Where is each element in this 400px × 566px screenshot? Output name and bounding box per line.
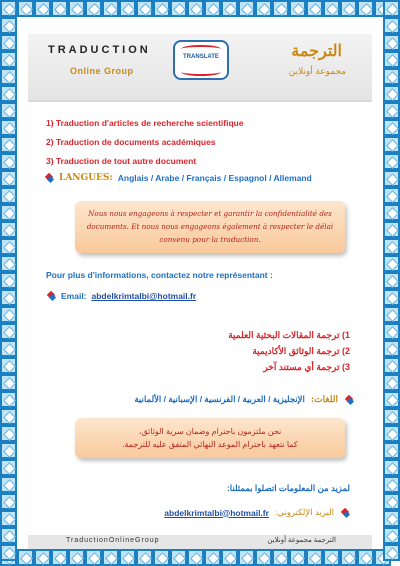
border-tile [0, 272, 17, 289]
border-tile [383, 272, 400, 289]
border-tile [383, 68, 400, 85]
border-tile [0, 17, 17, 34]
border-tile [383, 289, 400, 306]
border-right [383, 0, 400, 561]
border-tile [0, 289, 17, 306]
border-tile [383, 34, 400, 51]
border-tile [0, 476, 17, 493]
border-tile [0, 357, 17, 374]
footer-text-ar: الترجمة مجموعة أونلاين [267, 537, 336, 544]
border-tile [383, 0, 400, 17]
border-tile [0, 238, 17, 255]
border-tile [383, 238, 400, 255]
languages-line-ar [134, 394, 354, 405]
border-tile [383, 136, 400, 153]
border-tile [383, 510, 400, 527]
border-tile [0, 119, 17, 136]
border-tile [383, 255, 400, 272]
border-tile [51, 0, 68, 17]
border-tile [136, 0, 153, 17]
border-tile [383, 170, 400, 187]
border-tile [136, 549, 153, 566]
border-tile [383, 306, 400, 323]
border-tile [383, 527, 400, 544]
header-title-ar: الترجمة [291, 43, 342, 60]
border-tile [383, 425, 400, 442]
footer-bar [28, 535, 372, 549]
translate-logo-icon [173, 40, 229, 80]
border-tile [221, 549, 238, 566]
border-tile [383, 323, 400, 340]
border-tile [0, 204, 17, 221]
border-tile [153, 549, 170, 566]
border-tile [34, 0, 51, 17]
border-tile [153, 0, 170, 17]
border-tile [0, 425, 17, 442]
border-tile [204, 549, 221, 566]
border-tile [238, 0, 255, 17]
border-tile [383, 204, 400, 221]
border-tile [0, 85, 17, 102]
border-tile [383, 391, 400, 408]
border-tile [68, 549, 85, 566]
header-banner [28, 34, 372, 102]
border-tile [0, 153, 17, 170]
border-tile [0, 34, 17, 51]
border-tile [0, 391, 17, 408]
commitment-ar-line2: كما نتعهد باحترام الموعد النهائي المتفق عليه للترجمة. [122, 440, 298, 449]
service-item-fr: 1) Traduction d'articles de recherche scientifique [46, 118, 244, 128]
border-tile [0, 170, 17, 187]
border-tile [102, 549, 119, 566]
border-tile [17, 549, 34, 566]
border-tile [255, 0, 272, 17]
border-tile [0, 102, 17, 119]
border-tile [383, 17, 400, 34]
border-tile [221, 0, 238, 17]
border-tile [383, 459, 400, 476]
border-tile [0, 136, 17, 153]
border-tile [51, 549, 68, 566]
border-tile [34, 549, 51, 566]
border-tile [383, 153, 400, 170]
border-tile [0, 0, 17, 17]
border-tile [255, 549, 272, 566]
border-tile [170, 549, 187, 566]
border-tile [17, 0, 34, 17]
diamond-bullet-icon [44, 173, 54, 183]
border-tile [306, 0, 323, 17]
header-subtitle-fr: Online Group [70, 66, 134, 76]
service-item-fr: 3) Traduction de tout autre document [46, 156, 197, 166]
border-tile [306, 549, 323, 566]
border-tile [323, 549, 340, 566]
border-tile [383, 85, 400, 102]
border-top [0, 0, 391, 17]
border-tile [383, 544, 400, 561]
languages-list-ar: الإنجليزية / العربية / الفرنسية / الإسبانية / الألمانية [134, 394, 305, 404]
border-tile [0, 221, 17, 238]
languages-label-ar: اللغات: [310, 394, 338, 405]
border-tile [0, 187, 17, 204]
border-tile [383, 102, 400, 119]
border-tile [272, 0, 289, 17]
border-tile [0, 323, 17, 340]
diamond-bullet-icon [340, 508, 350, 518]
border-tile [340, 0, 357, 17]
border-tile [0, 408, 17, 425]
border-tile [85, 0, 102, 17]
border-tile [357, 549, 374, 566]
footer-text-fr: TraductionOnlineGroup [66, 537, 160, 544]
border-tile [357, 0, 374, 17]
commitment-ar-line1: نحن ملتزمون باحترام وضمان سرية الوثائق، [138, 427, 282, 436]
border-left [0, 0, 17, 561]
border-tile [0, 255, 17, 272]
contact-text-fr: Pour plus d'informations, contactez notre représentant : [46, 270, 273, 280]
border-tile [187, 549, 204, 566]
border-tile [119, 0, 136, 17]
email-label-fr: Email: [61, 291, 87, 301]
border-bottom [0, 549, 391, 566]
border-tile [0, 340, 17, 357]
commitment-box-ar [75, 418, 345, 458]
contact-text-ar: لمزيد من المعلومات اتصلوا بممثلنا: [226, 483, 350, 493]
border-tile [383, 357, 400, 374]
email-line-fr [46, 291, 196, 301]
border-tile [383, 119, 400, 136]
border-tile [119, 549, 136, 566]
border-tile [289, 0, 306, 17]
border-tile [187, 0, 204, 17]
logo-text: TRANSLATE [183, 54, 219, 60]
border-tile [0, 459, 17, 476]
service-item-ar: 3) ترجمة أي مستند آخر [263, 362, 350, 372]
languages-list-fr: Anglais / Arabe / Français / Espagnol / Allemand [117, 173, 312, 183]
border-tile [272, 549, 289, 566]
email-link-fr[interactable]: abdelkrimtalbi@hotmail.fr [91, 291, 197, 301]
service-item-fr: 2) Traduction de documents académiques [46, 137, 216, 147]
border-tile [0, 51, 17, 68]
border-tile [0, 510, 17, 527]
border-tile [383, 442, 400, 459]
diamond-bullet-icon [46, 291, 56, 301]
border-tile [85, 549, 102, 566]
border-tile [383, 374, 400, 391]
services-list-fr [46, 114, 244, 171]
border-tile [383, 340, 400, 357]
border-tile [289, 549, 306, 566]
services-list-ar [228, 327, 350, 375]
border-tile [383, 493, 400, 510]
border-tile [0, 306, 17, 323]
email-label-ar: البريد الإلكتروني: [274, 507, 334, 517]
border-tile [0, 544, 17, 561]
languages-line-fr [44, 173, 312, 183]
service-item-ar: 2) ترجمة الوثائق الأكاديمية [252, 346, 350, 356]
border-tile [170, 0, 187, 17]
languages-label-fr: LANGUES: [59, 173, 113, 183]
header-subtitle-ar: مجموعة أونلاين [288, 66, 346, 76]
border-tile [383, 408, 400, 425]
border-tile [68, 0, 85, 17]
border-tile [204, 0, 221, 17]
border-tile [238, 549, 255, 566]
border-tile [383, 187, 400, 204]
commitment-box-fr: Nous nous engageons à respecter et garantir la confidentialité des documents. Et nous nous engageons également à respecter le délai convenu pour la traduction. [75, 201, 345, 253]
border-tile [0, 493, 17, 510]
border-tile [383, 221, 400, 238]
border-tile [0, 68, 17, 85]
service-item-ar: 1) ترجمة المقالات البحثية العلمية [228, 330, 350, 340]
email-line-ar [164, 507, 350, 518]
border-tile [0, 527, 17, 544]
flyer-page [20, 20, 380, 546]
border-tile [323, 0, 340, 17]
border-tile [102, 0, 119, 17]
border-tile [383, 476, 400, 493]
border-tile [0, 442, 17, 459]
border-tile [340, 549, 357, 566]
border-tile [383, 51, 400, 68]
email-link-ar[interactable]: abdelkrimtalbi@hotmail.fr [164, 507, 269, 518]
border-tile [0, 374, 17, 391]
header-title-fr: TRADUCTION [48, 44, 151, 56]
diamond-bullet-icon [344, 395, 354, 405]
